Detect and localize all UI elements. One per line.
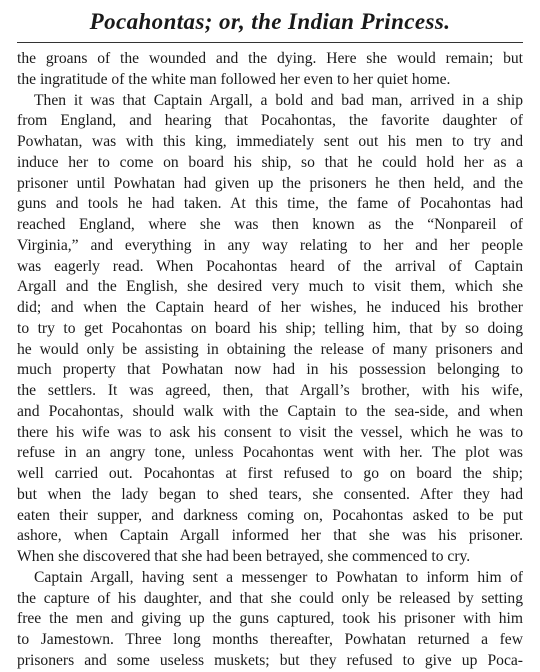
text-line: reached England, where she was then known as the “Nonpareil of [17,216,523,233]
text-line: the capture of his daughter, and that she could only be released by setting [17,589,523,607]
text-line: Captain Argall, having sent a messenger to Powhatan to inform him of [34,568,523,586]
text-line: eaten their supper, and darkness coming on, Pocahontas asked to be put [17,506,523,524]
text-line: Virginia,” and everything in any way relating to her and her people [17,236,523,254]
text-line: free the men and giving up the guns captured, took his prisoner with him [17,610,523,628]
text-line: Then it was that Captain Argall, a bold and bad man, arrived in a ship [34,91,523,109]
text-line: refuse in an angry tone, unless Pocahontas went with her. The plot was [17,444,523,462]
text-line: did; and when the Captain heard of her wishes, he induced his brother [17,299,523,316]
text-line: much property that Powhatan now had in his possession belonging to [17,361,523,379]
text-line: from England, and hearing that Pocahontas, the favorite daughter of [17,112,523,130]
text-line: ashore, when Captain Argall informed her that she was his prisoner. [17,527,523,545]
body-text [17,49,523,672]
text-line: and Pocahontas, should walk with the Captain to the sea-side, and when [17,402,523,420]
text-line: prisoner until Powhatan had given up the prisoners he then held, and the [17,174,523,192]
text-line: he would only be assisting in obtaining the release of many prisoners and [17,340,523,358]
text-line: the ingratitude of the white man followed her even to her quiet home. [17,70,451,88]
header-rule [17,42,523,43]
text-line: but when the lady began to shed tears, she consented. After they had [17,485,523,503]
text-line: to Jamestown. Three long months thereafter, Powhatan returned a few [17,631,523,648]
text-line: there his wife was to ask his consent to visit the vessel, which he was to [17,423,523,441]
text-line: well carried out. Pocahontas at first refused to go on board the ship; [17,465,523,482]
text-line: to try to get Pocahontas on board his ship; telling him, that by so doing [17,319,523,337]
text-line: induce her to come on board his ship, so that he could hold her as a [17,153,523,171]
running-head: Pocahontas; or, the Indian Princess. [89,9,451,34]
text-line: Powhatan, was with this king, immediately sent out his men to try and [17,133,523,150]
text-line: the groans of the wounded and the dying. Here she would remain; but [17,50,523,67]
text-line: prisoners and some useless muskets; but they refused to give up Poca- [17,651,523,669]
text-line: the settlers. It was agreed, then, that Argall’s brother, with his wife, [17,382,523,399]
text-line: When she discovered that she had been betrayed, she commenced to cry. [17,548,471,565]
text-line: guns and tools he had taken. At this time, the fame of Pocahontas had [17,195,523,213]
text-line: Argall and the English, she desired very much to visit them, which she [17,278,523,296]
text-line: was eagerly read. When Pocahontas heard of the arrival of Captain [17,257,523,275]
